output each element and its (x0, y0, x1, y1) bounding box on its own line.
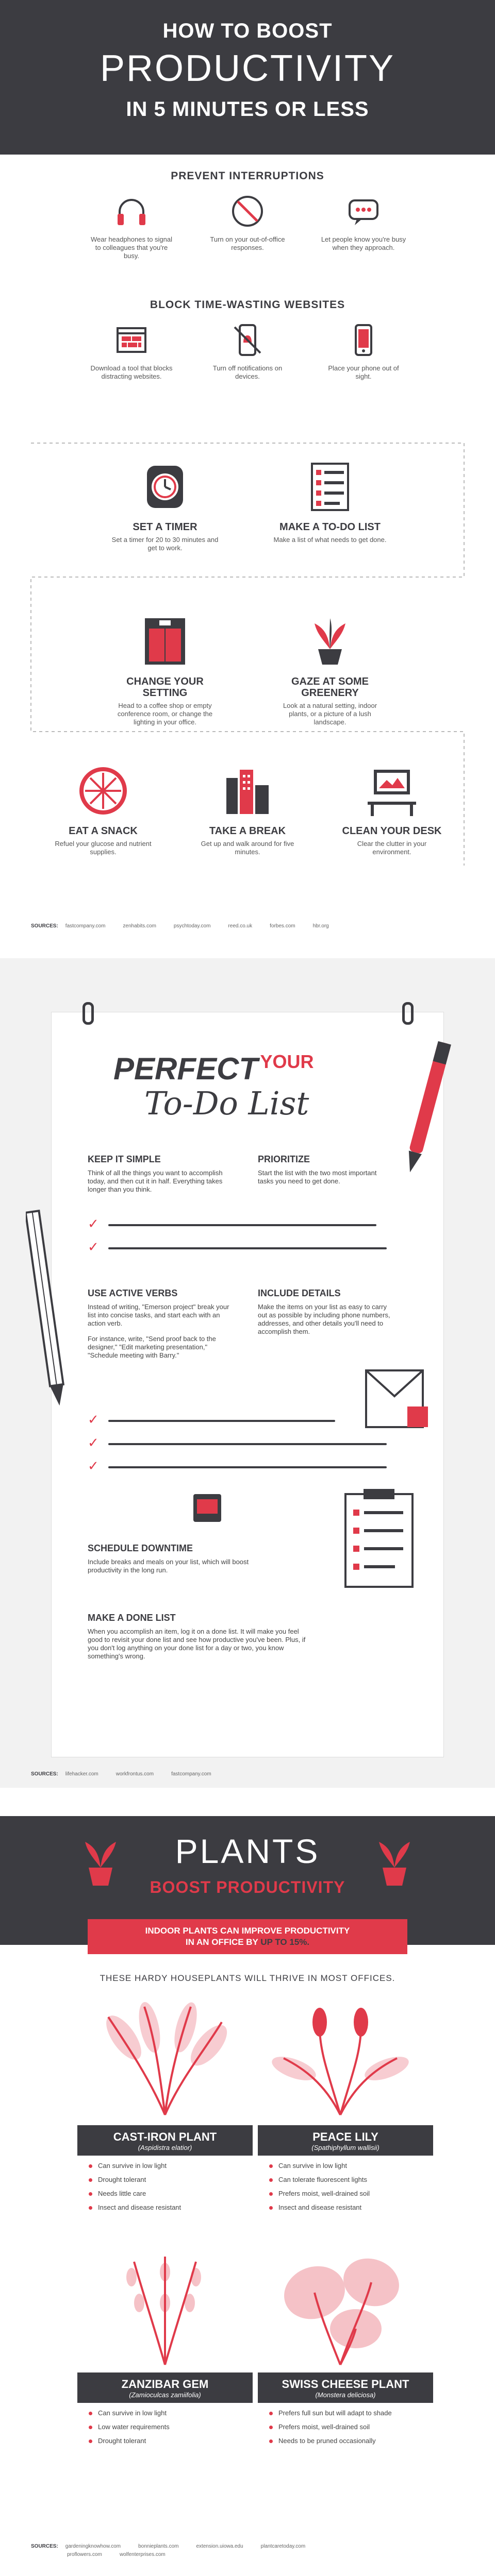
tip-greenery (273, 613, 387, 726)
elevator-icon (137, 613, 193, 670)
todo-text: For instance, write, "Send proof back to the designer," "Edit marketing presentation," "Schedule meeting with Barry." (88, 1335, 216, 1359)
todo-heading: SCHEDULE DOWNTIME (88, 1543, 193, 1553)
check-icon: ✓ (88, 1239, 99, 1255)
plant-bullets (77, 2403, 253, 2445)
todo-heading: MAKE A DONE LIST (88, 1613, 176, 1623)
tip-change-setting (108, 613, 222, 726)
plant-bullet: Insect and disease resistant (89, 2204, 253, 2211)
check-icon: ✓ (88, 1412, 99, 1427)
tip-keep-simple (88, 1154, 237, 1194)
plant-bullet: Needs to be pruned occasionally (269, 2437, 433, 2445)
potted-plant-icon (302, 613, 358, 670)
plant-card-header (77, 2372, 253, 2403)
tip-blocker (88, 322, 175, 381)
plants-stat-banner (88, 1919, 407, 1954)
phone-bell-icon (229, 322, 266, 358)
binder-clip-right (402, 1002, 414, 1025)
plant-bullet: Can survive in low light (89, 2409, 253, 2417)
check-icon: ✓ (88, 1216, 99, 1231)
check-icon: ✓ (88, 1435, 99, 1450)
plant-bullets (77, 2156, 253, 2211)
plant-scientific-name: (Aspidistra elatior) (138, 2144, 192, 2151)
plants-title: PLANTS (175, 1832, 320, 1870)
source-link[interactable]: fastcompany.com (171, 1771, 211, 1777)
sources-label: SOURCES: (31, 923, 58, 929)
binder-clip-left (82, 1002, 94, 1025)
tip-phone-away (320, 322, 407, 381)
checklist-line (88, 1414, 345, 1426)
plant-card-zanzibar (77, 2372, 253, 2451)
pen-icon (400, 1030, 456, 1180)
todo-text: Instead of writing, "Emerson project" break your list into concise tasks, and start each with an action verb. (88, 1303, 229, 1327)
source-link[interactable]: bonnieplants.com (138, 2544, 179, 2549)
interruptions-title: PREVENT INTERRUPTIONS (171, 170, 324, 182)
hero-line3: IN 5 MINUTES OR LESS (126, 98, 369, 121)
todo-title (113, 1051, 382, 1122)
plant-scientific-name: (Monstera deliciosa) (315, 2391, 376, 2399)
tip-title: MAKE A TO-DO LIST (279, 521, 381, 533)
plant-bullet: Drought tolerant (89, 2176, 253, 2183)
plant-bullet: Low water requirements (89, 2423, 253, 2431)
tip-title: CHANGE YOUR SETTING (126, 676, 204, 699)
todo-text: When you accomplish an item, log it on a done list. It will make you feel good to revisit your done list and see how productive you've been. Plus, if you don't log anything on your done list for a day or two, you know something's wrong. (88, 1628, 306, 1660)
tip-text: Head to a coffee shop or empty conference room, or change the lighting in your office. (117, 702, 213, 726)
browser-wall-icon (113, 322, 150, 358)
sources-label: SOURCES: (31, 1771, 58, 1777)
source-link[interactable]: forbes.com (270, 923, 295, 929)
tip-text: Turn on your out-of-office responses. (210, 235, 285, 251)
tip-todo-list (273, 459, 387, 544)
plant-bullets (258, 2403, 433, 2445)
source-link[interactable]: workfrontus.com (116, 1771, 154, 1777)
todo-title-perfect: PERFECT (113, 1052, 258, 1086)
tip-schedule-downtime (88, 1543, 273, 1574)
stat-highlight: UP TO 15%. (260, 1937, 310, 1947)
sources-3 (31, 2543, 474, 2559)
sources-label: SOURCES: (31, 2544, 58, 2549)
tip-notifications (204, 322, 291, 381)
checklist-line (88, 1458, 397, 1473)
pencil-icon (26, 1200, 67, 1417)
todo-text: Include breaks and meals on your list, which will boost productivity in the long run. (88, 1558, 249, 1574)
block-title: BLOCK TIME-WASTING WEBSITES (150, 299, 345, 311)
source-link[interactable]: psychtoday.com (173, 923, 211, 929)
plant-card-swiss-cheese (258, 2372, 433, 2451)
tip-let-people-know (320, 193, 407, 252)
plant-bullet: Can survive in low light (269, 2162, 433, 2170)
tip-done-list (88, 1613, 315, 1660)
city-walk-icon (219, 762, 276, 819)
sources-2 (31, 1771, 474, 1777)
plant-bullet: Drought tolerant (89, 2437, 253, 2445)
chat-bubble-icon (345, 193, 382, 229)
plant-name: PEACE LILY (312, 2130, 378, 2143)
tip-text: Place your phone out of sight. (328, 364, 399, 380)
todo-text: Make the items on your list as easy to carry out as possible by including phone numbers, addresses, and other details you'll need to accomplish them. (258, 1303, 390, 1335)
timer-icon (137, 459, 193, 515)
stat-line: IN AN OFFICE BY (185, 1937, 258, 1947)
source-link[interactable]: hbr.org (312, 923, 329, 929)
orange-slice-icon (75, 762, 131, 819)
tip-include-details (258, 1288, 392, 1336)
hero-line1: HOW TO BOOST (162, 20, 333, 42)
clipboard-icon (335, 1484, 423, 1592)
hero-line2: PRODUCTIVITY (100, 48, 395, 89)
tip-text: Wear headphones to signal to colleagues that you're busy. (90, 235, 173, 260)
tip-headphones (88, 193, 175, 260)
phone-icon (345, 322, 382, 358)
plant-bullet: Prefers full sun but will adapt to shade (269, 2409, 433, 2417)
plant-card-header (77, 2125, 253, 2156)
checklist-icon (302, 459, 358, 515)
source-link[interactable]: wolfenterprises.com (119, 2552, 166, 2557)
tip-title: SET A TIMER (133, 521, 197, 533)
tip-title: CLEAN YOUR DESK (342, 825, 442, 837)
todo-text: Think of all the things you want to accomplish today, and then cut it in half. Everything takes longer than you think. (88, 1169, 223, 1193)
tip-prioritize (258, 1154, 392, 1185)
todo-heading: INCLUDE DETAILS (258, 1288, 341, 1298)
checklist-line (88, 1218, 397, 1230)
plant-scientific-name: (Spathiphyllum wallisii) (311, 2144, 380, 2151)
tip-text: Get up and walk around for five minutes. (201, 840, 294, 856)
source-link[interactable]: zenhabits.com (123, 923, 156, 929)
tip-clean-desk (340, 762, 443, 856)
plant-card-peace-lily (258, 2125, 433, 2217)
todo-title-your: YOUR (260, 1051, 314, 1072)
todo-heading: PRIORITIZE (258, 1154, 310, 1164)
desk-icon (364, 762, 420, 819)
cast-iron-plant-icon (88, 1996, 242, 2120)
tip-text: Look at a natural setting, indoor plants, or a picture of a lush landscape. (283, 702, 377, 726)
plant-bullet: Needs little care (89, 2190, 253, 2197)
peace-lily-icon (263, 1996, 418, 2120)
tip-text: Make a list of what needs to get done. (273, 536, 387, 544)
tip-snack (52, 762, 155, 856)
plants-intro: THESE HARDY HOUSEPLANTS WILL THRIVE IN MOST OFFICES. (100, 1973, 395, 1983)
plant-bullet: Can survive in low light (89, 2162, 253, 2170)
tip-title: EAT A SNACK (69, 825, 138, 837)
plant-bullet: Prefers moist, well-drained soil (269, 2190, 433, 2197)
plant-name: ZANZIBAR GEM (121, 2378, 209, 2391)
coffee-cup-icon (186, 1484, 232, 1530)
todo-title-list: To-Do List (144, 1084, 309, 1122)
source-link[interactable]: extension.uiowa.edu (196, 2544, 243, 2549)
tip-title: GAZE AT SOME GREENERY (291, 676, 369, 699)
no-sign-icon (229, 193, 266, 229)
source-link[interactable]: plantcaretoday.com (260, 2544, 306, 2549)
source-link[interactable]: reed.co.uk (228, 923, 253, 929)
todo-heading: USE ACTIVE VERBS (88, 1288, 178, 1298)
todo-heading: KEEP IT SIMPLE (88, 1154, 161, 1164)
plants-subtitle: BOOST PRODUCTIVITY (150, 1878, 345, 1896)
checklist-line (88, 1437, 397, 1449)
tip-text: Set a timer for 20 to 30 minutes and get to work. (111, 536, 219, 552)
plant-bullet: Can tolerate fluorescent lights (269, 2176, 433, 2183)
tip-take-break (196, 762, 299, 856)
tip-set-timer (108, 459, 222, 552)
swiss-cheese-plant-icon (263, 2246, 418, 2370)
stat-line: INDOOR PLANTS CAN IMPROVE PRODUCTIVITY (145, 1926, 350, 1936)
plant-scientific-name: (Zamioculcas zamiifolia) (129, 2391, 201, 2399)
source-link[interactable]: gardeningknowhow.com (65, 2544, 121, 2549)
headphones-icon (113, 193, 150, 229)
tip-text: Turn off notifications on devices. (212, 364, 283, 380)
plant-bullet: Insect and disease resistant (269, 2204, 433, 2211)
plant-card-header (258, 2125, 433, 2156)
tip-out-of-office (204, 193, 291, 252)
plant-bullet: Prefers moist, well-drained soil (269, 2423, 433, 2431)
source-link[interactable]: proflowers.com (67, 2552, 102, 2557)
check-icon: ✓ (88, 1458, 99, 1473)
plant-card-header (258, 2372, 433, 2403)
source-link[interactable]: lifehacker.com (65, 1771, 98, 1777)
envelope-icon (356, 1360, 438, 1437)
tip-text: Let people know you're busy when they approach. (321, 235, 406, 251)
todo-text: Start the list with the two most important tasks you need to get done. (258, 1169, 377, 1185)
tip-active-verbs (88, 1288, 237, 1360)
source-link[interactable]: fastcompany.com (65, 923, 106, 929)
plant-bullets (258, 2156, 433, 2211)
plant-name: SWISS CHEESE PLANT (282, 2378, 409, 2391)
plant-name: CAST-IRON PLANT (113, 2130, 217, 2143)
sources-1 (31, 923, 474, 929)
plant-card-cast-iron (77, 2125, 253, 2217)
checklist-line (88, 1239, 397, 1255)
tip-text: Download a tool that blocks distracting websites. (90, 364, 173, 380)
zanzibar-gem-icon (88, 2246, 242, 2370)
tip-text: Clear the clutter in your environment. (357, 840, 427, 856)
tip-title: TAKE A BREAK (209, 825, 286, 837)
tip-text: Refuel your glucose and nutrient supplies. (55, 840, 152, 856)
